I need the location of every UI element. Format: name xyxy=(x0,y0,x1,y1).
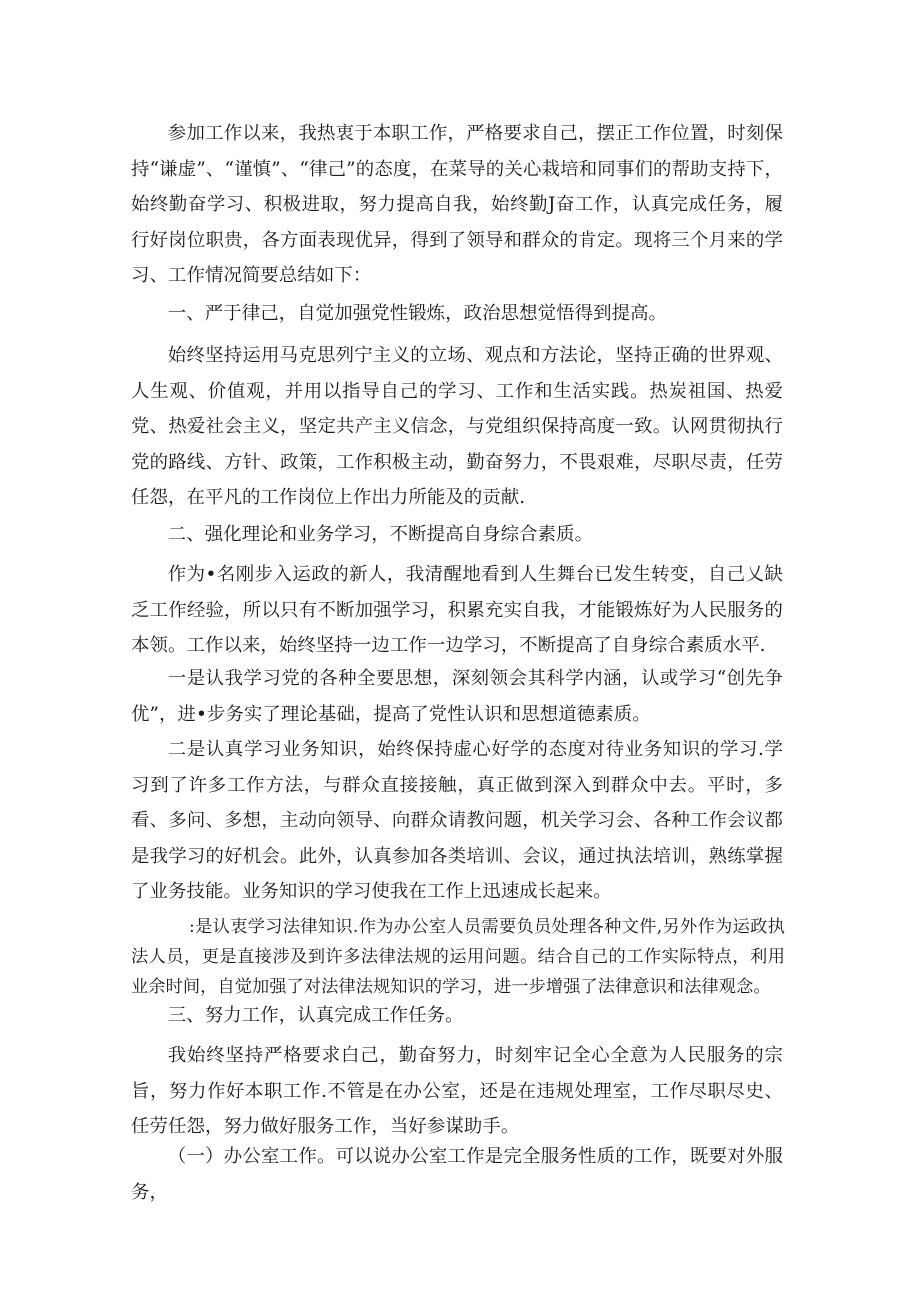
paragraph-work-attitude: 我始终坚持严格要求白己，勤奋努力，时刻牢记全心全意为人民服务的宗旨，努力作好本职工作.不管是在办公室，还是在违规处理室，工作尽职尽史、任劳任怨，努力做好服务工作，当好参谋助手。 xyxy=(131,1045,783,1138)
paragraph-newcomer: 作为•名刚步入运政的新人，我清醒地看到人生舞台已发生转变，自己乂缺乏工作经验，所以只有不断加强学习，积累充实自我，才能锻炼好为人民服务的本领。工作以来，始终坚持一边工作一边学习，不断提高了自身综合素质水平. xyxy=(131,564,783,657)
paragraph-intro: 参加工作以来，我热衷于本职工作，严格要求自己，摆正工作位置，时刻保持“谦虚”、“谨慎”、“律己”的态度，在菜导的关心栽培和同事们的帮助支持下，始终勤奋学习、积极进取，努力提高自我，始终勤J奋工作，认真完成任务，履行好岗位职贵，各方面表现优异，得到了领导和群众的肯定。现将三个月来的学习、工作情况简要总结如下： xyxy=(131,123,783,287)
paragraph-theory-study: 一是认我学习党的各种全要思想，深刻领会其科学内涵，认或学习“创先争优”，进•步务实了理论基础，提高了党性认识和思想道德素质。 xyxy=(131,668,783,725)
paragraph-office-work: （一）办公室工作。可以说办公室工作是完全服务性质的工作，既要对外服务， xyxy=(131,1146,783,1203)
paragraph-law-study: :是认衷学习法律知识.作为办公室人员需要负员处理各种文件,另外作为运政执法人员，更是直接涉及到许多法律法规的运用问题。结合自己的工作实际特点，利用业余时间，自觉加强了对法律法规知识的学习，进一步增强了法律意识和法律观念。 xyxy=(131,917,785,997)
paragraph-business-study: 二是认真学习业务知识，始终保持虚心好学的态度对待业务知识的学习.学习到了许多工作方法，与群众直接接触，真正做到深入到群众中去。平时，多看、多问、多想，主动向领导、向群众请教问题，机关学习会、各种工作会议都是我学习的好机会。此外，认真参加各类培训、会议，通过执法培训，熟练掌握了业务技能。业务知识的学习使我在工作上迅速成长起来。 xyxy=(131,739,783,903)
section-heading-1: 一、严于律己，自觉加强党性锻炼，政治思想觉悟得到提高。 xyxy=(167,303,668,324)
section-heading-3: 三、努力工作，认真完成工作任务。 xyxy=(167,1005,464,1026)
paragraph-political: 始终坚持运用马克思列宁主义的立场、观点和方法论，坚持正确的世界观、人生观、价值观，并用以指导自己的学习、工作和生活实践。热炭祖国、热爱党、热爱社会主义，坚定共产主义信念，与党组织保持高度一致。认网贯彻执行党的路线、方针、政策，工作积极主动，勤奋努力，不畏艰难，尽职尽责，任劳任怨，在平凡的工作岗位上作出力所能及的贡献. xyxy=(131,345,783,509)
section-heading-2: 二、强化理论和业务学习，不断提高自身综合素质。 xyxy=(167,524,594,545)
